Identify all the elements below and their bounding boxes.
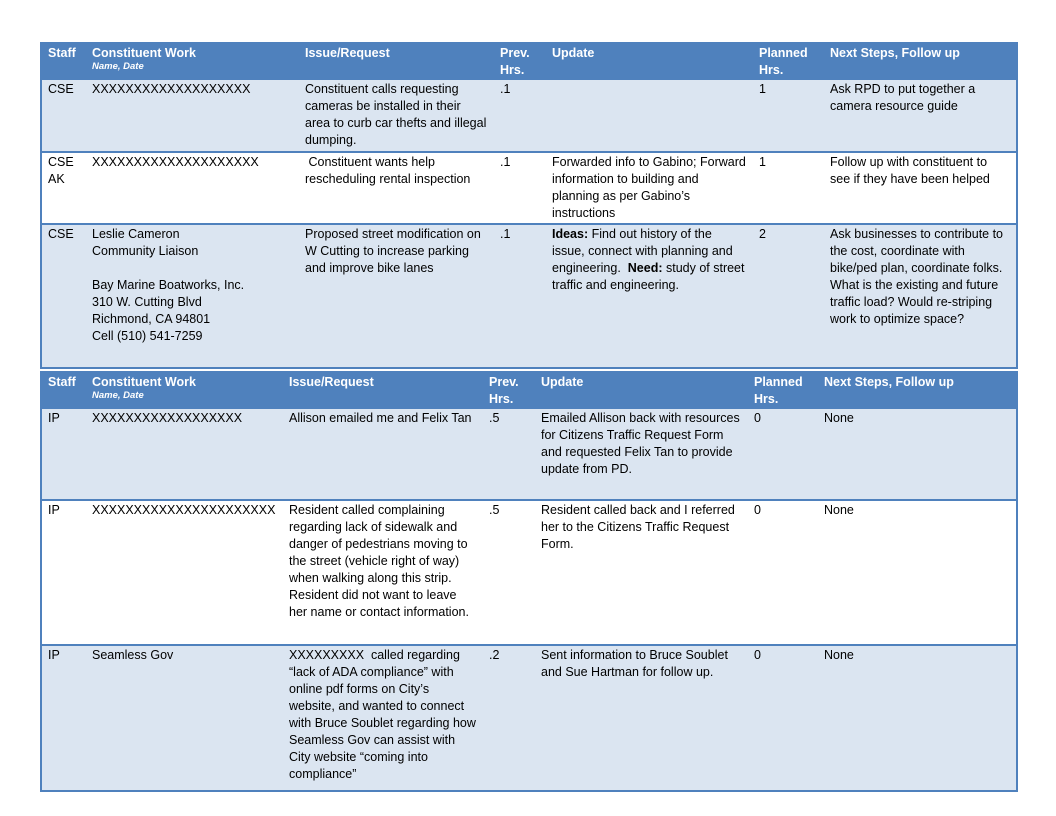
cell-issue: XXXXXXXXX called regarding “lack of ADA compliance” with online pdf forms on City’s website, and wanted to connect with Bruce Soublet regarding how Seamless Gov can assist with City website “coming into compliance” (283, 645, 483, 791)
cell-prev-hrs: .5 (483, 409, 535, 500)
header-work-sublabel: Name, Date (92, 61, 144, 72)
table-row (41, 500, 1017, 645)
cell-staff: CSE AK (41, 152, 86, 224)
table-header-row (41, 43, 1017, 80)
cell-update (546, 224, 753, 368)
table-row (41, 224, 1017, 368)
constituent-log-table-1 (40, 42, 1018, 369)
header-next-steps: Next Steps, Follow up (824, 43, 1017, 80)
header-constituent-work (86, 372, 283, 409)
cell-planned-hrs: 1 (753, 152, 824, 224)
cell-staff: CSE (41, 80, 86, 152)
header-update: Update (535, 372, 748, 409)
cell-planned-hrs: 0 (748, 645, 818, 791)
header-issue: Issue/Request (283, 372, 483, 409)
cell-planned-hrs: 1 (753, 80, 824, 152)
cell-next-steps: None (818, 500, 1017, 645)
table-header-row (41, 372, 1017, 409)
cell-issue: Allison emailed me and Felix Tan (283, 409, 483, 500)
cell-prev-hrs: .1 (494, 80, 546, 152)
cell-issue: Constituent wants help rescheduling rental inspection (299, 152, 494, 224)
cell-update: Emailed Allison back with resources for Citizens Traffic Request Form and requested Felix Tan to provide update from PD. (535, 409, 748, 500)
cell-next-steps: None (818, 409, 1017, 500)
cell-update: Resident called back and I referred her to the Citizens Traffic Request Form. (535, 500, 748, 645)
update-ideas-label: Ideas: (552, 227, 589, 241)
cell-update: Forwarded info to Gabino; Forward information to building and planning as per Gabino’s instructions (546, 152, 753, 224)
cell-issue: Proposed street modification on W Cutting to increase parking and improve bike lanes (299, 224, 494, 368)
cell-next-steps: Ask RPD to put together a camera resource guide (824, 80, 1017, 152)
cell-constituent-work: Seamless Gov (86, 645, 283, 791)
cell-prev-hrs: .1 (494, 152, 546, 224)
cell-planned-hrs: 0 (748, 500, 818, 645)
table-row (41, 645, 1017, 791)
update-need-text: study of street traffic and engineering. (552, 261, 748, 292)
cell-constituent-work: Leslie Cameron Community Liaison Bay Marine Boatworks, Inc. 310 W. Cutting Blvd Richmond, CA 94801 Cell (510) 541-7259 (86, 224, 299, 368)
cell-constituent-work: XXXXXXXXXXXXXXXXXXX (86, 80, 299, 152)
header-next-steps: Next Steps, Follow up (818, 372, 1017, 409)
cell-issue: Resident called complaining regarding lack of sidewalk and danger of pedestrians moving to the street (vehicle right of way) when walking along this strip. Resident did not want to leave her name or contact information. (283, 500, 483, 645)
update-need-label: Need: (627, 261, 663, 275)
table-row (41, 80, 1017, 152)
table-row (41, 409, 1017, 500)
cell-prev-hrs: .2 (483, 645, 535, 791)
cell-next-steps: Ask businesses to contribute to the cost, coordinate with bike/ped plan, coordinate folks. What is the existing and future traffic load? Would re-striping work to optimize space? (824, 224, 1017, 368)
cell-constituent-work: XXXXXXXXXXXXXXXXXXXXXX (86, 500, 283, 645)
cell-planned-hrs: 2 (753, 224, 824, 368)
header-work-label: Constituent Work (92, 375, 196, 389)
cell-planned-hrs: 0 (748, 409, 818, 500)
cell-constituent-work: XXXXXXXXXXXXXXXXXXXX (86, 152, 299, 224)
header-work-sublabel: Name, Date (92, 390, 144, 401)
cell-staff: IP (41, 409, 86, 500)
header-staff: Staff (41, 372, 86, 409)
header-planned-hrs: Planned Hrs. (753, 43, 824, 80)
cell-update (546, 80, 753, 152)
cell-staff: CSE (41, 224, 86, 368)
cell-issue: Constituent calls requesting cameras be installed in their area to curb car thefts and illegal dumping. (299, 80, 494, 152)
header-issue: Issue/Request (299, 43, 494, 80)
header-staff: Staff (41, 43, 86, 80)
cell-staff: IP (41, 645, 86, 791)
header-prev-hrs: Prev. Hrs. (483, 372, 535, 409)
cell-constituent-work: XXXXXXXXXXXXXXXXXX (86, 409, 283, 500)
header-work-label: Constituent Work (92, 46, 196, 60)
cell-update: Sent information to Bruce Soublet and Sue Hartman for follow up. (535, 645, 748, 791)
header-planned-hrs: Planned Hrs. (748, 372, 818, 409)
cell-prev-hrs: .1 (494, 224, 546, 368)
cell-prev-hrs: .5 (483, 500, 535, 645)
header-update: Update (546, 43, 753, 80)
header-constituent-work (86, 43, 299, 80)
cell-next-steps: Follow up with constituent to see if they have been helped (824, 152, 1017, 224)
cell-staff: IP (41, 500, 86, 645)
constituent-log-table-2 (40, 371, 1018, 792)
cell-next-steps: None (818, 645, 1017, 791)
table-row (41, 152, 1017, 224)
update-ideas-text: Find out history of the issue, connect with planning and engineering. (552, 227, 737, 275)
header-prev-hrs: Prev. Hrs. (494, 43, 546, 80)
